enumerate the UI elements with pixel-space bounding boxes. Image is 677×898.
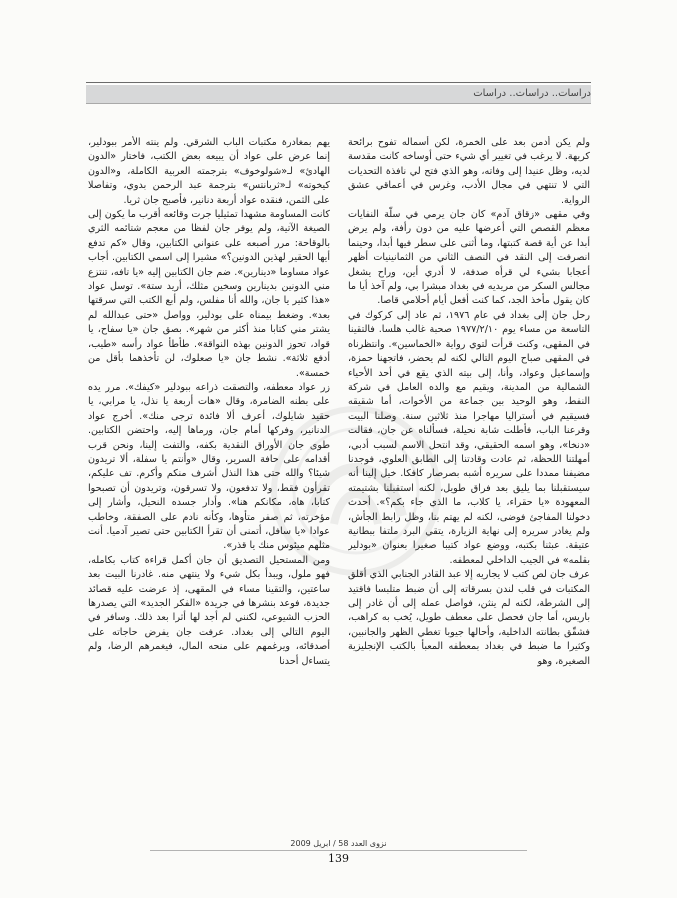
paragraph: ومن المستحيل التصديق أن جان أكمل قراءة كتاب بكامله، فهو ملول، ويبدأ بكل شيء ولا ينتهي منه. غادرنا البيت بعد ساعتين، والتقينا مساء في المقهى، إذ عرضت عليه قصائد جديدة، فوعد بنشرها في جريدة «الفكر الجديد» التي يصدرها الحزب الشيوعي، لكنني لم أجد لها أثرا بعد ذلك. وسافر في اليوم التالي إلى بغداد. عرفت جان يفرض حاجاته على أصدقائه، ويرغمهم على منحه المال، فيغمرهم الرضا، ولم يتساءل أحدنا	[88, 554, 330, 667]
article-body	[88, 136, 590, 844]
paragraph: وفي مقهى «زقاق آدم» كان جان يرمي في سلّة النفايات معظم القصص التي أعرضها عليه من دون رأفة، ولم يرض أبدا عن أية قصة كتبتها، وما أثنى على سطر فيها أبدا، وحينما انصرفت إلى النقد في النصف الثاني من الثمانينيات أظهر أعجابا بشيء لي قرأه صدفة، لا أدري أين، وراح يشغل مجالس السكر من مريديه في بغداد مبشرا بي، ولم آخذ أيا ما كان يقول مأخذ الجد، كما كنت أفعل أيام أحلامي قاصا.	[348, 209, 590, 307]
paragraph: كانت المساومة مشهدا تمثيليا جرت وقائعه أقرب ما يكون إلى الصيغة الآتية، ولم يوفر جان لفظا من معجم شتائمه الثري بالوقاحة: مرر أصبعه على عنواني الكتابين، وقال «كم تدفع أيها الحقير لهذين الدونين؟» مشيرا إلى اسمي الكتابين. أجاب عواد مساوما «دينارين». ضم جان الكتابين إليه «يا تافه، تنتزع مني الدونين بدينارين وسخين مثلك، أريد ستة». توسل عواد «هذا كثير يا جان، والله أنا مفلس، ولم أبع الكتب التي سرقتها بعد». وضغط بيمناه على بودلير، وواصل «حتى عبدالله لم يشتر مني كتابا منذ أكثر من شهر». بصق جان «يا سفاح، يا قواد، تحوز الدونين بهذه النواقة». طأطأ عواد رأسه «طيب، أدفع ثلاثة». نشط جان «يا صعلوك، لن تأخذهما بأقل من خمسة».	[88, 209, 330, 379]
paragraph: زر عواد معطفه، والتصقت ذراعه ببودلير «كيفك». مرر يده على بطنه الضامرة، وقال «هات أربعة يا نذل، يا مرابي، يا حقيد شايلوك، أعرف ألا فائدة ترجى منك». أخرج عواد الدنانير، وفركها أمام جان، ورماها إليه، واحتضن الكتابين. طوى جان الأوراق النقدية بكفه، والتفت إلينا، ونحن قرب أقدامه على حافة السرير، وقال «وأنتم يا سفلة، ألا تريدون شيئا؟ والله حتى هذا النذل أشرف منكم وأكرم. تف عليكم، تقرأون فقط، ولا تدفعون، ولا تسرقون، وتريدون أن تصبحوا كتابا، هاه، مكانكم هنا». وأدار جسده النحيل، وأشار إلى مؤخرته، ثم صفر متأوها، وكأنه نادم على الصفقة، وخاطب عوادا «يا سافل، أتمنى أن تقرأ الكتابين حتى تصير آدميا. أنت مثلهم ميئوس منك يا قذر».	[88, 381, 330, 552]
paragraph: ولم يكن أدمن بعد على الخمرة، لكن أسماله تفوح برائحة كريهة. لا يرغب في تغيير أي شيء حتى أوساخه كانت مقدسة لديه، وظل عنيدا إلى وفاته، وهو الذي فتح لي نافذة التحديات التي لا تنتهي في مجال الأدب، وغرس في أعماقي عشق الرواية.	[348, 137, 590, 206]
page-number: 139	[328, 852, 349, 865]
article-column-left	[88, 136, 330, 844]
issue-line: نزوى العدد 58 / ابريل 2009	[290, 839, 387, 848]
paragraph: عرف جان لص كتب لا يجاريه إلا عبد القادر الجنابي الذي أقلق المكتبات في قلب لندن بسرقاته إلى أن ضبط متلبسا فاقتيد إلى الشرطة، لكنه لم ينثن، فواصل عمله إلى أن غادر إلى باريس، أما جان فحصل على معطف طويل، يُخب به كراهب، فشقّق بطانته الداخلية، وأحالها جيوبا تغطي الظهر والجانبين، وكثيرا ما ضبط في بغداد بمعطفه المعبأ بالكتب الإنجليزية الصغيرة، وهو	[348, 569, 590, 667]
section-header-bar	[86, 84, 591, 104]
paragraph: رحل جان إلى بغداد في عام ١٩٧٦، ثم عاد إلى كركوك في التاسعة من مساء يوم ١٩٧٧/٢/١٠ صحبة غالب هلسا. فالتقينا في المقهى، وكنت قرأت لتوي رواية «الخماسين». وانتظرناه في المقهى صباح اليوم التالي لكنه لم يحضر، فاتجهنا حمزة، وإسماعيل وعواد، وأنا، إلى بيته الذي يقع في أحد الأحياء الشمالية من المدينة، ويقيم مع والده العامل في شركة النفط، وهو الوحيد بين جماعة من الأخوات، أما شقيقه فسيقيم في أستراليا مهاجرا منذ ثلاثين سنة. وصلنا البيت وقرعنا الباب، فأطلت شابة نحيلة، فسألناه عن جان، فقالت «دنخا»، وهو اسمه الحقيقي، وقد انتحل الاسم لسبب أدبي، أمهلتنا اللحظة، ثم عادت وقادتنا إلى الطابق العلوي، فوجدنا مضيفنا ممددا على سريره أشبه بصرصار كافكا. خيل إلينا أنه سيستقبلنا بما يليق بعد فراق طويل، لكنه استقبلنا بشتيمته المعهودة «يا حقراء، يا كلاب، ما الذي جاء بكم؟». أحدث دخولنا المفاجئ فوضى، لكنه لم يهتم بنا، وظل رابط الجأش، ولم يغادر سريره إلى نهاية الزيارة، يتقي البرد ملتفا ببطانية عتيقة. عبثنا بكتبه، ووضع عواد كتيبا صغيرا بعنوان «بودلير بقلمه» في الجيب الداخلي لمعطفه.	[348, 309, 590, 566]
section-label: دراسات.. دراسات.. دراسات	[473, 88, 591, 99]
page-footer	[0, 838, 677, 866]
paragraph: يهم بمغادرة مكتبات الباب الشرقي. ولم ينته الأمر ببودلير، إنما عرض على عواد أن يبيعه بعض الكتب، فاختار «الدون الهادئ» لـ«شولوخوف» بترجمته العربية الكاملة، و«الدون كيخوته» لـ«ثربانتس» بترجمة عبد الرحمن بدوي، وتفاصلا على الثمن، فنقده عواد أربعة دنانير، فأصبح جان ثريا.	[88, 137, 330, 206]
header-top-rule	[86, 82, 591, 83]
footer-rule	[150, 850, 527, 851]
article-column-right	[348, 136, 590, 844]
